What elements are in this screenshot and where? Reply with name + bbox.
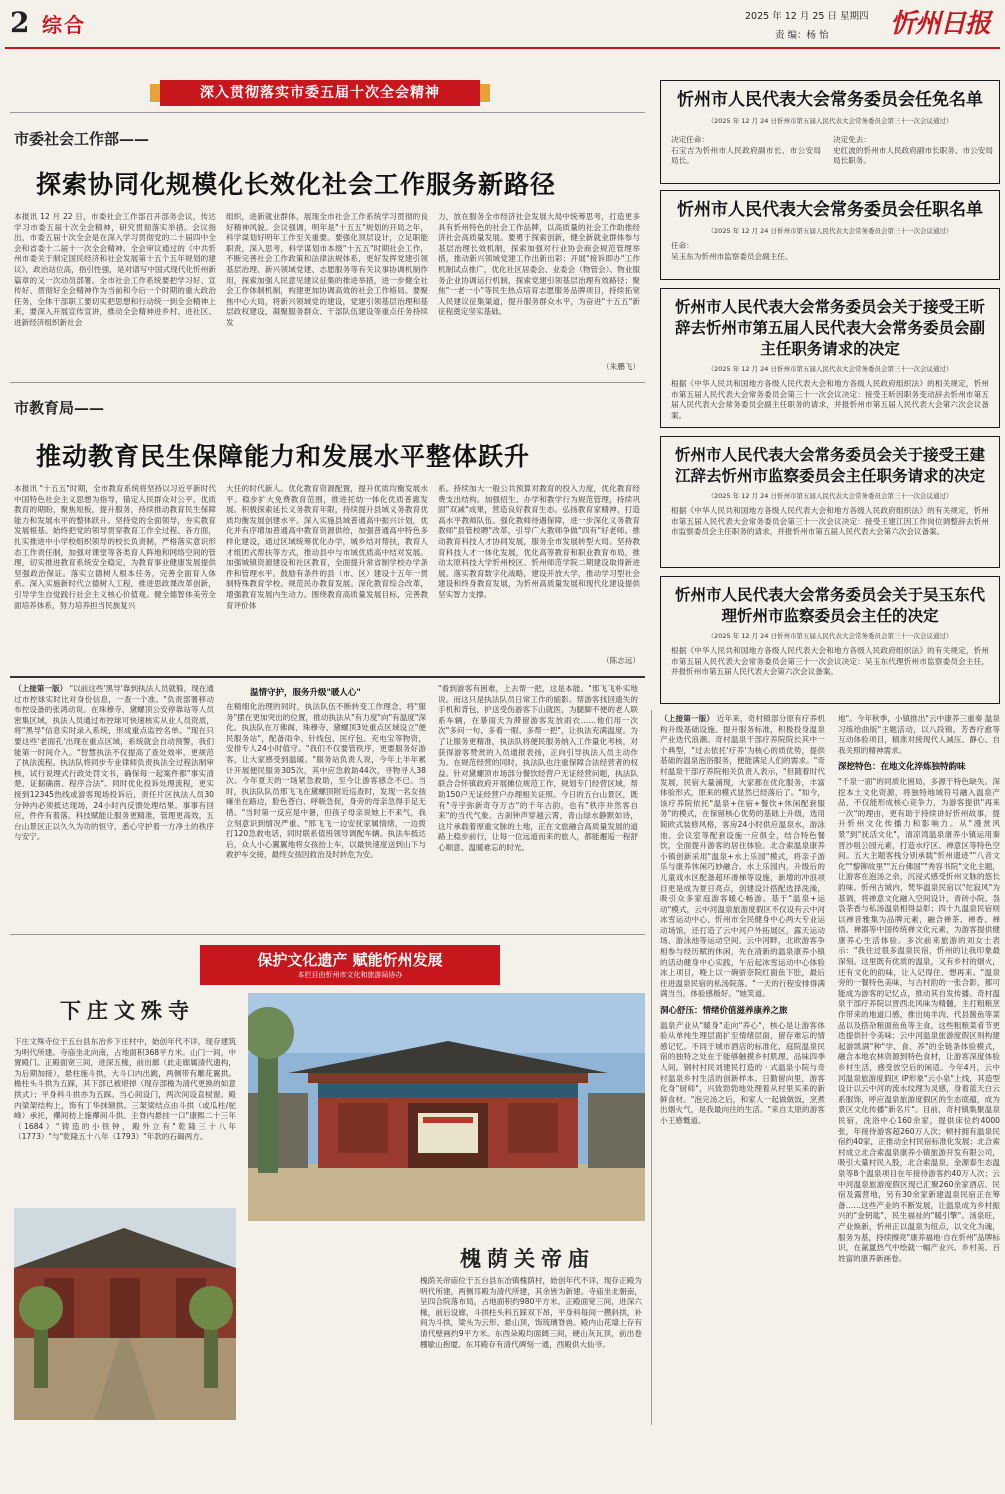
continued-col2: 在精细化治理的同时，执法队伍不断转变工作理念，将"服务"摆在更加突出的位置，推动执法从"有力度"向"有温度"深化。执法队在万佛阁、珠穆寺、黛螺顶3处重点区域设立"便民服务站"，配备雨伞、针线包、医疗包、充电宝等物资，安排专人24小时值守。"我们不仅要管秩序，更要服务好游客，让大家感受到温暖。"服务站负责人说，今年上半年累计开展便民服务305次，其中应急救助44次，寻物寻人38次。今年夏天的一场紧急救助，至今让游客感念不已。当时，执法队队员邢飞飞在黛螺顶附近巡查时，发现一名女孩瘫坐在路边，脸色苍白、呼吸急促，身旁的母亲急得手足无措。"当时第一反应是中暑，但孩子母亲说她上不来气，我立刻意识到情况严重。"邢飞飞一边安抚家属情绪，一边拨打120急救电话，同时联系值班领导调配车辆。执法车抵达后，众人小心翼翼地将女孩抬上车，以最快速度送到山下与救护车交接，最终女孩因救治及时转危为安。 — [226, 702, 426, 860]
divider — [10, 112, 645, 113]
culture-banner-title: 保护文化遗产 赋能忻州发展 — [257, 951, 443, 969]
article2-headline: 推动教育民生保障能力和发展水平整体跃升 — [36, 442, 531, 471]
page-number: 2 — [10, 6, 30, 39]
box-title: 忻州市人民代表大会常务委员会任职名单 — [677, 200, 983, 220]
article2-byline: （陈志远） — [602, 656, 640, 665]
temple2-text: 槐荫关帝庙位于五台县东冶镇槐荫村，始创年代不详，现存正殿为明代所建，两侧耳殿为清代所建，其余皆为新建。寺庙坐北朝南，呈四合院落布局，占地面积约980平方米。正殿面宽三间，进深六椽，前后设廊，斗拱柱头科五踩双下昂，平身科每间一攒斜拱，补间为斗拱，梁头为云形、悬山顶，饰琉璃脊兽。殿内山花墙上存有清代壁画约9平方米。东西朵殿均面阔三间，硬山灰瓦顶，前出卷棚歇山抱厦。东耳殿存有清代碑刻一通，西殿供大仙爷。 — [420, 1276, 642, 1349]
temple2-photo — [14, 1208, 236, 1420]
culture-banner-subtitle: 本栏目由忻州市文化和旅游局协办 — [297, 971, 403, 979]
box-title: 忻州市人民代表大会常务委员会关于接受王建江辞去忻州市监察委员会主任职务请求的决定 — [674, 446, 985, 485]
article2-col1: 本报讯 "十五五"时期，全市教育系统将坚持以习近平新时代中国特色社会主义思想为指导，锚定人民群众对公平、优质教育的期盼，聚焦短板，提升服务，持续推动教育民生保障能力和发展水平的整体跃升。坚持党的全面领导，夯实教育发展根基。始终把党的领导贯穿教育工作全过程、各方面，扎实推进中小学校组织领导的校长负责制，严格落实意识形态工作责任制，加强对课堂等各类育人阵地和网络空间的管理，切实推进教育系统安全稳定，为教育事业健康发展提供坚强政治保证。落实立德树人根本任务，完善全面育人体系。深入实施新时代立德树人工程，推进思政课改革创新，引导学生自觉践行社会主义核心价值观。健全德智体美劳全面培养体系，努力培养担当民族复兴 — [14, 484, 216, 610]
article2-kicker: 市教育局—— — [14, 399, 105, 417]
box-title: 忻州市人民代表大会常务委员会关于接受王昕辞去忻州市第五届人民代表大会常务委员会副主任职务请求的决定 — [674, 298, 985, 358]
continued-text: 温泉产业从"暖身"走向"养心"，核心是让游客体验从单纯生理层面扩至情绪层面，留存难忘的情感记忆。不同于城市酒店的标准化，庭院温泉民宿的独特之处在于能够触摸乡村肌理、品味四季人间。钢村村民刘建民打造的 · 式温泉小院与奇村温泉乡村生活的创新样本。日勤留向里，游客化身"厨师"，兴致勃勃地处理着从村里买来的新鲜食材。"泡完汤之后，和家人一起做做饭，烹煮出烟火气，是我最向往的生活。"来自太原的游客小王感慨道。 — [660, 1020, 825, 1125]
divider — [651, 710, 652, 1425]
decision-box — [660, 576, 1000, 704]
decision-box — [660, 288, 1000, 428]
box-text: 根据《中华人民共和国地方各级人民代表大会和地方各级人民政府组织法》的相关规定，忻州市第五届人民代表大会常务委员会第三十一次会议决定：接受王昕因职务变动辞去忻州市第五届人民代表大会常务委员会副主任职务的请求，并报忻州市第五届人民代表大会第六次会议备案。 — [671, 379, 989, 420]
temple1-text: 下庄文殊寺位于五台县东冶乡下庄村中，始创年代不详，现存建筑为明代所建。寺庙坐北向南，占地面积368平方米。山门一间，中置殿门。正殿面宽三间，进深五椽，前出廊（此走廊属清代遗构，为后期加接），悬柱施斗拱，大斗口内出跳，两侧带有雕花翼拱。檐柱头斗拱为五踩，其下部已被堪掉（现存部檐为清代更换的如意拱式）；平身科斗拱亦为五踩。当心间设门，两次间设直棂窗。殿内梁架结构上，饰有丁华抹颏拱。三架梁结点由斗拱（或瓜柱/驼峰）承托，襻间枋上施襻间斗拱。主脊内悬挂一口"康熙二十三年（1684）"铸造的小铁钟，殿外立有"乾隆三十八年（1773）"与"乾隆五十八年（1793）"年款的石碣两方。 — [14, 1037, 236, 1142]
continued-text: 近年来，奇村镇部分原有疗养机构升级基础设施、提升服务标准，积极投身温泉产业迭代浪潮。奇村温泉干部疗养院院长其中一个典型，"过去依托'疗养'为核心的质优势，提供基础的温泉泡浴服务，便能满足人们的需求。"奇村温泉干部疗养院相关负责人表示，"但随着时代发展，民宿大量涌现，大家都在优化服务，丰富体验形式，原来的模式显然已经落后了。"如今，该疗养院依托"温泉+住宿+餐饮+休闲配套服务"的模式，在保留核心优势的基础上升级，选用简欧式装修风格，客房24小时供应温泉水，游泳池、会议室等配套设施一应俱全，结合特色餐饮，全面提升游客的居住体验。北合索温泉康养小镇创新采用"温泉+水上乐园"模式，将亲子游乐与康养休闲巧妙融合。水上乐园内，升级后的儿童戏水区配备超环滑梯等设施，新增的冲浪项目更是成为夏日亮点，创建设计搭配选择洗澡，吸引众多家庭游客暖心畅游。基于"温泉+运动"模式，云中河温泉旅游度假区不仅设有云中河冰雪运动中心、忻州市全民健身中心两大专业运动场馆，还打造了云中河户外拓展区，露天运动场、游泳池等运动空间。云中河畔，北欧游客争相参与经历赋的休闲，先在清新的温泉康养小镇的活动健身中心实践，午后起冰雪运动中心体验冰上项目，晚上以一碗骄奈院红面鱼下肚，最后住进温泉民宿的私汤院落。"一天的行程安排得满满当当，体验感极好。"她笑道。 — [660, 714, 825, 999]
article1-col2: 组织，进新就业群体，展现全市社会工作系统学习贯彻的良好精神风貌。会议强调，明年是"十五五"规划的开局之年，科学谋划好明年工作至关重要。要强化顶层设计，立足职能职责，深入思考，科学谋划市本级"十五五"时期社会工作，不断完善社会工作政策和法律法规体系，更好发挥党建引领基层治理、新兴领域党建、志愿服务等有关议事协调机制作用，探索加强人民意见建议征集的推进举措，进一步健全社会工作体制机制，构建更加协调高效的社会工作格局。要聚焦中心大局，将新兴领域党的建设，党建引领基层治理和基层政权建设、凝聚服务群众、干部队伍建设等重点任务持续发 — [226, 212, 428, 327]
continued-col3: "看到游客有困难，上去帮一把，这是本能。"邢飞飞朴实地说。而这只是执法队员日常工作的缩影。帮游客找回遗失的手机和背包，护送受伤游客下山就医，为腿脚不便的老人联系车辆，在暴雨天为滞留游客发放雨衣……他们用一次次"多问一句、多看一眼、多帮一把"，让执法充满温度。为了让服务更精准，执法队将便民服务纳入工作量化考核，对获得游客赞赏的人员通报表扬，正向引导执法人员主动作为。在规范经营的同时，执法队也注重保障合法经营者的权益。针对黛螺顶市场部分餐饮经营户无证经营问题，执法队联合合怀镇政府开展摊位规范工作，规划专门经营区域，帮助150户无证经营户办理相关证照。今日的五台山景区，既有"寺宇弥新奇夺万吉"的千年古韵，也有"秩序井然客自来"的当代气象。古刹钟声穿越云霄，青山绿水静默如诗，这片承载着厚重文脉的土地，正在文旅融合高质量发展的道路上稳步前行，让每一位远道而来的旅人，都能邂逅一程舒心顺意、温暖难忘的时光。 — [438, 684, 638, 852]
continued-subhead: 温情守护，服务升级"暖人心" — [250, 688, 361, 698]
temple2-title: 槐荫关帝庙 — [460, 1246, 595, 1271]
article1-kicker: 市委社会工作部—— — [14, 130, 150, 148]
box-subtitle: （2025 年 12 月 24 日忻州市第五届人民代表大会常务委员会第三十一次会议通过） — [707, 492, 953, 500]
newspaper-masthead: 忻州日报 — [890, 9, 991, 39]
continued2-col1 — [660, 714, 825, 1494]
continued2-subhead2: 深挖特色：在地文化淬炼独特韵味 — [838, 762, 966, 773]
theme-banner: 深入贯彻落实市委五届十次全会精神 — [160, 80, 480, 106]
divider — [10, 934, 645, 935]
section-title: 综合 — [42, 13, 86, 37]
header-rule — [5, 47, 1000, 49]
box-text: 根据《中华人民共和国地方各级人民代表大会和地方各级人民政府组织法》的有关规定，忻州市第五届人民代表大会常务委员会第三十一次会议决定：接受王建江因工作岗位调整辞去忻州市监察委员会主任职务的请求，并报忻州市第五届人民代表大会第六次会议备案。 — [671, 506, 989, 537]
article2-col2: 大任的时代新人。优化教育资源配置，提升优质均衡发展水平。稳步扩大免费教育范围，推进托幼一体化优质普惠发展。积极探索延长义务教育年限，持续提升县域义务教育优质均衡发展创建水平。深入实施县域普通高中振兴计划，优化并有序增加普通高中教育资源供给，加强普通高中特色多样化建设，通过区域统筹优化办学，城乡结对帮扶，教育人才组团式帮扶等方式，推动县中与市域优质高中结对发展。加强城镇资源建设和社区教育，全面提升常省制学校办学条件和管理水平。鼓励有条件的县（市、区）建设十五年一贯制特殊教育学校。规范民办教育发展。深化教育综合改革，增强教育发展内生动力。围绕教育高质量发展目标，完善教育评价体 — [226, 484, 428, 610]
divider — [10, 676, 645, 678]
box-text: 根据《中华人民共和国地方各级人民代表大会和地方各级人民政府组织法》的有关规定，忻州市第五届人民代表大会常务委员会第三十一次会议决定：吴玉东代理忻州市监察委员会主任，并报忻州市第五届人民代表大会第六次会议备案。 — [671, 646, 989, 677]
continued2-col2 — [838, 714, 1000, 1424]
continued-label: （上接第一版） — [14, 684, 68, 693]
continued-col1 — [14, 684, 214, 929]
article1-col1: 本报讯 12 月 22 日，市委社会工作部召开部务会议，传达学习市委五届十次全会精神，研究贯彻落实举措。会议指出，市委五届十次全会是在深入学习贯彻党的二十届四中全会和省委十二届十一次全会精神、全会审议通过的《中共忻州市委关于制定国民经济和社会发展第十五个五年规划的建议》，政治站位高，指引性强，是对谱写中国式现代化忻州新篇章的又一次动员部署。全市社会工作系统要把学习好、宣传好、贯彻好全会精神作为当前和今后一个时期的重大政治任务，全体干部职工要切实把思想和行动统一到全会精神上来，要深入开展宣传宣讲，推动全会精神进乡村、进社区、进新经济组织新社会 — [14, 212, 216, 327]
temple1-photo — [248, 993, 645, 1221]
box-subtitle: （2025 年 12 月 24 日忻州市第五届人民代表大会常务委员会第三十一次会议通过） — [707, 365, 953, 373]
temple1-title: 下庄文殊寺 — [60, 998, 195, 1023]
appointment-box — [660, 80, 1000, 184]
culture-banner — [200, 945, 500, 985]
continued-label: （上接第一版） — [660, 714, 715, 723]
appointment-box — [660, 190, 1000, 280]
issue-date: 2025 年 12 月 25 日 星期四 — [745, 11, 869, 22]
divider — [10, 382, 645, 383]
box-title: 忻州市人民代表大会常务委员会任免名单 — [677, 90, 983, 110]
editor-credit: 责 编：杨 怡 — [775, 30, 829, 41]
continued-text: "千泉一面"的同质化困局，多源于特色缺失。深挖本土文化资源，将独特地域符号融入温泉产品，不仅能形成核心竞争力，为游客提供"再来一次"的理由，更有助于持续讲好忻州故事，提升忻州文化传播力和影响力。从"漫赏风景"到"抚活文化"，清凉湾温泉康养小镇运用秦晋沙咀公园元素，打造水疗区、禅意区等特色空间。五大主题客栈分别承载"忻州遗迹""八音文化""黎铆故里""五台佛国""秀容书院"文化主题，让游客在泡汤之余，沉浸式感受忻州文脉的悠长韵味。忻州古城内，梵华温泉民宿以"佗寂风"为基调，将禅意文化融入空间设计，青砖小院、袅袅茶香与私汤温泉相得益彰；四十九温泉民宿则以禅音雅集为品牌元素，融合禅茶、禅香、禅悟、禅器等中国传统禅文化元素，为游客提供健康养心生活体验。多次前来旅游的刘女士表示："我住过很多温泉民宿，忻州的让我印象最深刻。这里既有优质的温泉，又有乡村的烟火，还有文化的韵味，让人记得住、想再来。"温泉旁的一餐特色美味，与古村韵的一张合影，都可能成为游客的记忆点，推动其自发传播。奇村温泉干部疗养院以晋西北风味为精髓，主打粗粮烹作带来的地道口感，推出炖羊肉、代县酱鱼等菜品以及搭杂粮面鱼鱼等主食，这些粗粮菜肴节更迭提供针令美味；云中河温泉旅游度假区则构建起游凯满"种"学、食、养"的全链条体验模式，融合本地农林资源到特色食材，让游客深度体验乡村生活，感受放空后的闲适。今年4月，云中河温泉旅游度假区 IP形象"云小泉"上线，其造型设计以云中河的流水纹理为灵感，身着蓝天白云系服饰，呼应温泉旅游度假区的生态底蕴，成为景区文化传播"新名片"。目前，奇村镇集聚温泉民宿，洗浴中心160余家，提供床位约4000张，年接待游客超260万人次；顿村拥有温泉民宿约40家，正推动全村民宿标准化发展；北合索村成立北合索温泉康养小镇旅游开发有限公司，吸引大量村民入股，北合索温泉、金源泰生态温泉等8个温泉项目在年接待游客约40万人次；云中河温泉旅游度假区现已汇聚260余家酒店、民宿及露营地，另有30余家新建温泉民宿正在筹备……这些产业的不断发展，让温泉成为乡村振兴的"金钥匙"，民生福祉的"暖引擎"。汤泉旺，产业焕新，忻州正以温泉为纽点，以文化为魂，服务为基，持续擦亮"康养福地·自在忻州"品牌标识，在氤氲热气中绘就一幅产业兴、乡村美、百姓富的康养新画卷。 — [838, 776, 1000, 1263]
continued-text: 地"。今年秋季，小镇推出"云中康养三重奏 温泉习练给曲版"主题活动，以八段锦、芳香疗愈等互动体验项目，精准对接现代人减压、静心、自我关照的精神需求。 — [838, 714, 1000, 755]
box-text: 任命： 吴玉东为忻州市监察委员会副主任。 — [671, 241, 793, 261]
continued2-subhead1: 洞心舒压：情绪价值滋养康养之旅 — [660, 1006, 788, 1017]
box-subtitle: （2025 年 12 月 24 日忻州市第五届人民代表大会常务委员会第三十一次会议通过） — [707, 117, 953, 125]
decision-box — [660, 436, 1000, 568]
box-title: 忻州市人民代表大会常务委员会关于吴玉东代理忻州市监察委员会主任的决定 — [674, 586, 985, 625]
box-subtitle: （2025 年 12 月 24 日忻州市第五届人民代表大会常务委员会第三十一次会议通过） — [707, 632, 953, 640]
continued-text: "以前这些'黑导'靠到执法人员就躲，现在通过市控球实时比对身份信息，一查一个准。"负责部署移动布控设备的张鸿动说。在珠穆寺、黛螺顶公安停靠站等人员密集区域，执法人员通过布控球可快速核实从业人员资质，将"黑导"信息实时录入系统，形成重点监控名单。"现在只要这些'老面孔'出现在重点区域，系统就会自动预警，我们能第一时间介入。"智慧执法不仅提高了查处效率，更规范了执法流程。执法队将同步专业律师负责执法全过程法制审核，试行说理式行政处罚文书，确保每一起案件都"事实清楚、证据确凿、程序合法"。同时优化投诉处理流程，更实接到12345热线或游客现场投诉后，责任片区执法人员30分钟内必须抵达现场，24小时内反馈处理结果。事事有回应，件件有着落。科技赋能让服务更精准，管理更高效，五台山景区正以久久为功的恒守，悉心守护着一方净土的秩序与安宁。 — [14, 684, 214, 842]
box-left-text: 决定任命： 石宝吉为忻州市人民政府副市长、市公安局局长。 — [671, 135, 821, 166]
article1-byline: （朱鹏飞） — [602, 362, 640, 371]
article1-col3: 力，放在服务全市经济社会发展大局中统筹思考，打造更多具有忻州特色的社会工作品牌，以高质量的社会工作助推经济社会高质量发展。要勇于探索创新，健全新就业群体参与基层治理长效机制，探索加强对行业协会商会规范管理举措，推动新兴领域党建工作出新出彩；开展"接诉即办"工作机制试点推广，优化社区居委会、业委会（物管会）、物业服务企业协调运行机制，探索党建引领基层治理有效路径；聚焦"一老一小"等民生热点培育志愿服务品牌项目，持续拓宽人民建议征集渠道，提升服务群众水平，为奋进"十五五"新征程奠定坚实基础。 — [438, 212, 640, 317]
box-subtitle: （2025 年 12 月 24 日忻州市第五届人民代表大会常务委员会第三十一次会议通过） — [707, 227, 953, 235]
article2-col3: 系。持续加大一般公共预算对教育的投入力度，优化教育经费支出结构。加强招生、办学和教学行为规范管理，持续巩固"双减"成果，营造良好教育生态。弘扬教育家精神，打造高水平教师队伍。强化教师待遇保障，进一步深化义务教育教师"县管校聘"改革，引导广大教师争做"四有"好老师。推动教育科技人才协同发展，服务全市发展转型大局。坚持教育科技人才一体化发展，优化高等教育和职业教育布局，推动太原科技大学忻州校区、忻州师范学院二期建设取得新进展。落实教育数字化战略，建设开放大学，推动学习型社会建设和终身教育发展，为忻州高质量发展和现代化建设提供坚实智力支撑。 — [438, 484, 640, 599]
article1-headline: 探索协同化规模化长效化社会工作服务新路径 — [36, 170, 557, 199]
box-right-text: 决定免去： 史红波的忻州市人民政府副市长职务、市公安局局长职务。 — [833, 135, 993, 166]
